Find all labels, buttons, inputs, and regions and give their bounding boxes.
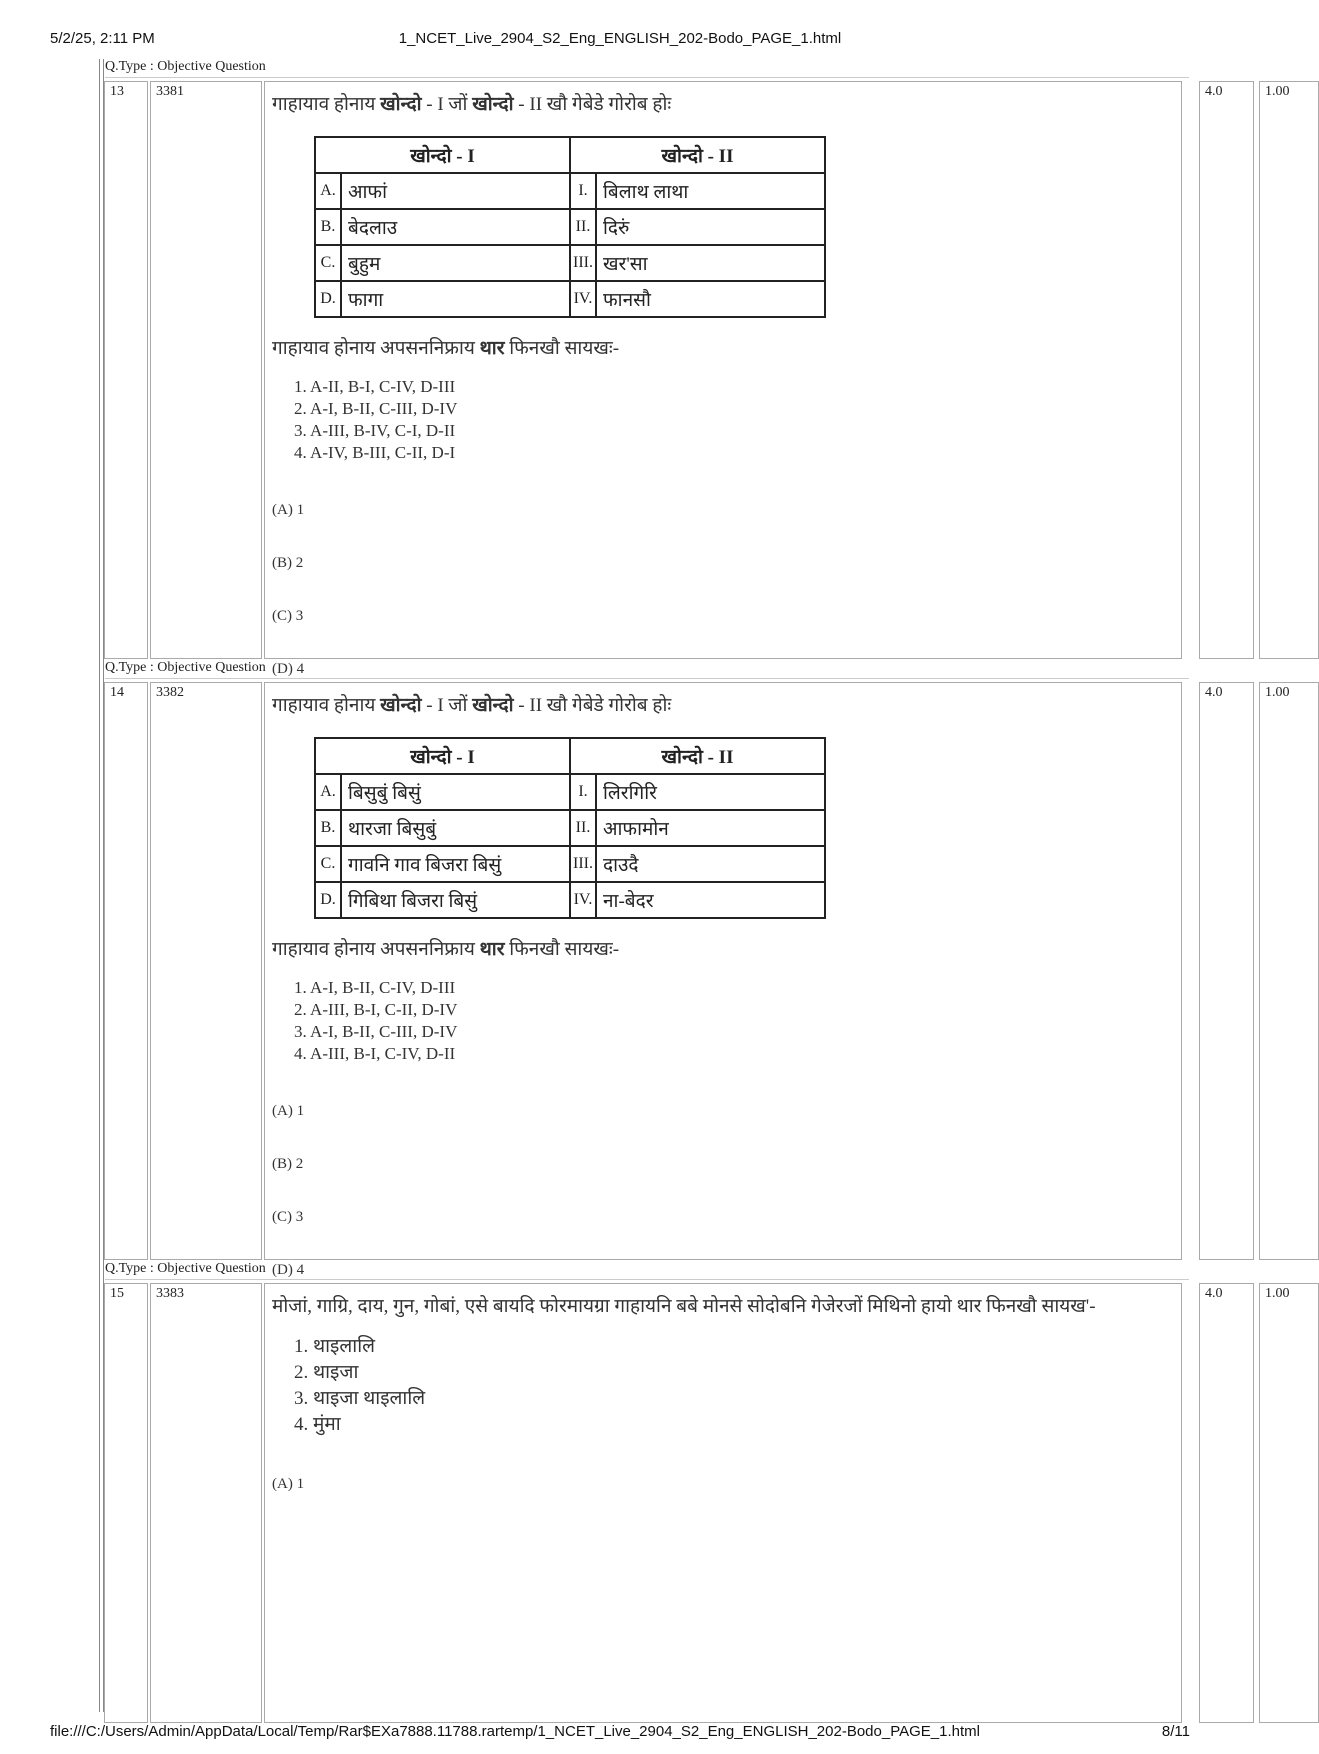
question-stem: गाहायाव होनाय खोन्दो - I जों खोन्दो - II खौ गेबेडे गोरोब होः: [272, 94, 672, 115]
answer-choice: (C) 3: [272, 1209, 304, 1225]
answer-choice: (A) 1: [272, 1103, 305, 1119]
question-id: 3381: [150, 81, 262, 659]
answer-choice: (D) 4: [272, 1262, 305, 1278]
option-item: 4. A-III, B-I, C-IV, D-II: [294, 1044, 456, 1063]
question-stem: गाहायाव होनाय खोन्दो - I जों खोन्दो - II खौ गेबेडे गोरोब होः: [272, 695, 672, 716]
negative-marks: 1.00: [1259, 1283, 1319, 1723]
divider: [105, 77, 1189, 78]
question-number: 13: [104, 81, 148, 659]
question-number: 15: [104, 1283, 148, 1723]
table-row: C. बुहुम III. खर'सा: [315, 245, 825, 281]
print-header: [0, 30, 1240, 52]
page-number: 8/11: [1161, 1723, 1190, 1740]
option-item: 3. A-I, B-II, C-III, D-IV: [294, 1022, 458, 1041]
option-item: 1. A-I, B-II, C-IV, D-III: [294, 978, 456, 997]
column-header-2: खोन्दो - II: [570, 137, 825, 173]
qtype-label: Q.Type : Objective Question: [105, 59, 266, 74]
option-item: 2. A-I, B-II, C-III, D-IV: [294, 399, 458, 418]
table-row: B. बेदलाउ II. दिरुं: [315, 209, 825, 245]
option-list: [294, 376, 1174, 464]
option-item: 4. A-IV, B-III, C-II, D-I: [294, 443, 456, 462]
question-body: [264, 81, 1182, 677]
table-row: B. थारजा बिसुबुं II. आफामोन: [315, 810, 825, 846]
question-number: 14: [104, 682, 148, 1260]
table-row: A. बिसुबुं बिसुं I. लिरगिरि: [315, 774, 825, 810]
question-block: [99, 660, 1290, 1278]
option-item: 3. A-III, B-IV, C-I, D-II: [294, 421, 456, 440]
option-item: 3. थाइजा थाइलालि: [294, 1388, 426, 1409]
option-item: 2. A-III, B-I, C-II, D-IV: [294, 1000, 458, 1019]
qtype-label: Q.Type : Objective Question: [105, 660, 266, 675]
answer-choice: (C) 3: [272, 608, 304, 624]
qtype-label: Q.Type : Objective Question: [105, 1261, 266, 1276]
table-row: D. फागा IV. फानसौ: [315, 281, 825, 317]
match-table: [314, 737, 826, 919]
answer-choice: (D) 4: [272, 661, 305, 677]
column-header-1: खोन्दो - I: [315, 137, 570, 173]
option-item: 4. मुंमा: [294, 1414, 341, 1435]
table-row: D. गिबिथा बिजरा बिसुं IV. ना-बेदर: [315, 882, 825, 918]
question-block: [99, 59, 1290, 677]
print-datetime: 5/2/25, 2:11 PM: [50, 30, 155, 47]
divider: [105, 1279, 1189, 1280]
option-list: [294, 977, 1174, 1065]
negative-marks: 1.00: [1259, 81, 1319, 659]
divider: [105, 678, 1189, 679]
question-marks: 4.0: [1199, 81, 1254, 659]
question-body: [264, 682, 1182, 1278]
table-row: A. आफां I. बिलाथ लाथा: [315, 173, 825, 209]
question-stem: मोजां, गाग्रि, दाय, गुन, गोबां, एसे बायदि फोरमायग्रा गाहायनि बबे मोनसे सोदोबनि गेजेरजों मिथिनो हायो थार फिनखौ सायख'-: [272, 1296, 1096, 1317]
answer-choice: (A) 1: [272, 502, 305, 518]
option-item: 2. थाइजा: [294, 1362, 359, 1383]
question-instruction: गाहायाव होनाय अपसननिफ्राय थार फिनखौ सायखः-: [272, 939, 620, 960]
question-id: 3382: [150, 682, 262, 1260]
column-header-1: खोन्दो - I: [315, 738, 570, 774]
question-sheet: [99, 59, 1290, 1712]
question-id: 3383: [150, 1283, 262, 1723]
print-footer: [0, 1723, 1240, 1745]
question-body: [264, 1283, 1182, 1723]
question-instruction: गाहायाव होनाय अपसननिफ्राय थार फिनखौ सायखः-: [272, 338, 620, 359]
question-marks: 4.0: [1199, 682, 1254, 1260]
file-path: file:///C:/Users/Admin/AppData/Local/Temp/Rar$EXa7888.11788.rartemp/1_NCET_Live_2904_S2_Eng_ENGLISH_202-Bodo_PAGE_1.html: [50, 1723, 980, 1740]
print-title: 1_NCET_Live_2904_S2_Eng_ENGLISH_202-Bodo_PAGE_1.html: [398, 30, 842, 47]
option-list: [294, 1334, 1174, 1438]
column-header-2: खोन्दो - II: [570, 738, 825, 774]
table-row: C. गावनि गाव बिजरा बिसुं III. दाउदै: [315, 846, 825, 882]
answer-choice: (B) 2: [272, 555, 304, 571]
answer-choice: (A) 1: [272, 1476, 305, 1492]
question-marks: 4.0: [1199, 1283, 1254, 1723]
question-block: [99, 1261, 1290, 1721]
option-item: 1. थाइलालि: [294, 1336, 375, 1357]
negative-marks: 1.00: [1259, 682, 1319, 1260]
answer-choice: (B) 2: [272, 1156, 304, 1172]
match-table: [314, 136, 826, 318]
option-item: 1. A-II, B-I, C-IV, D-III: [294, 377, 456, 396]
